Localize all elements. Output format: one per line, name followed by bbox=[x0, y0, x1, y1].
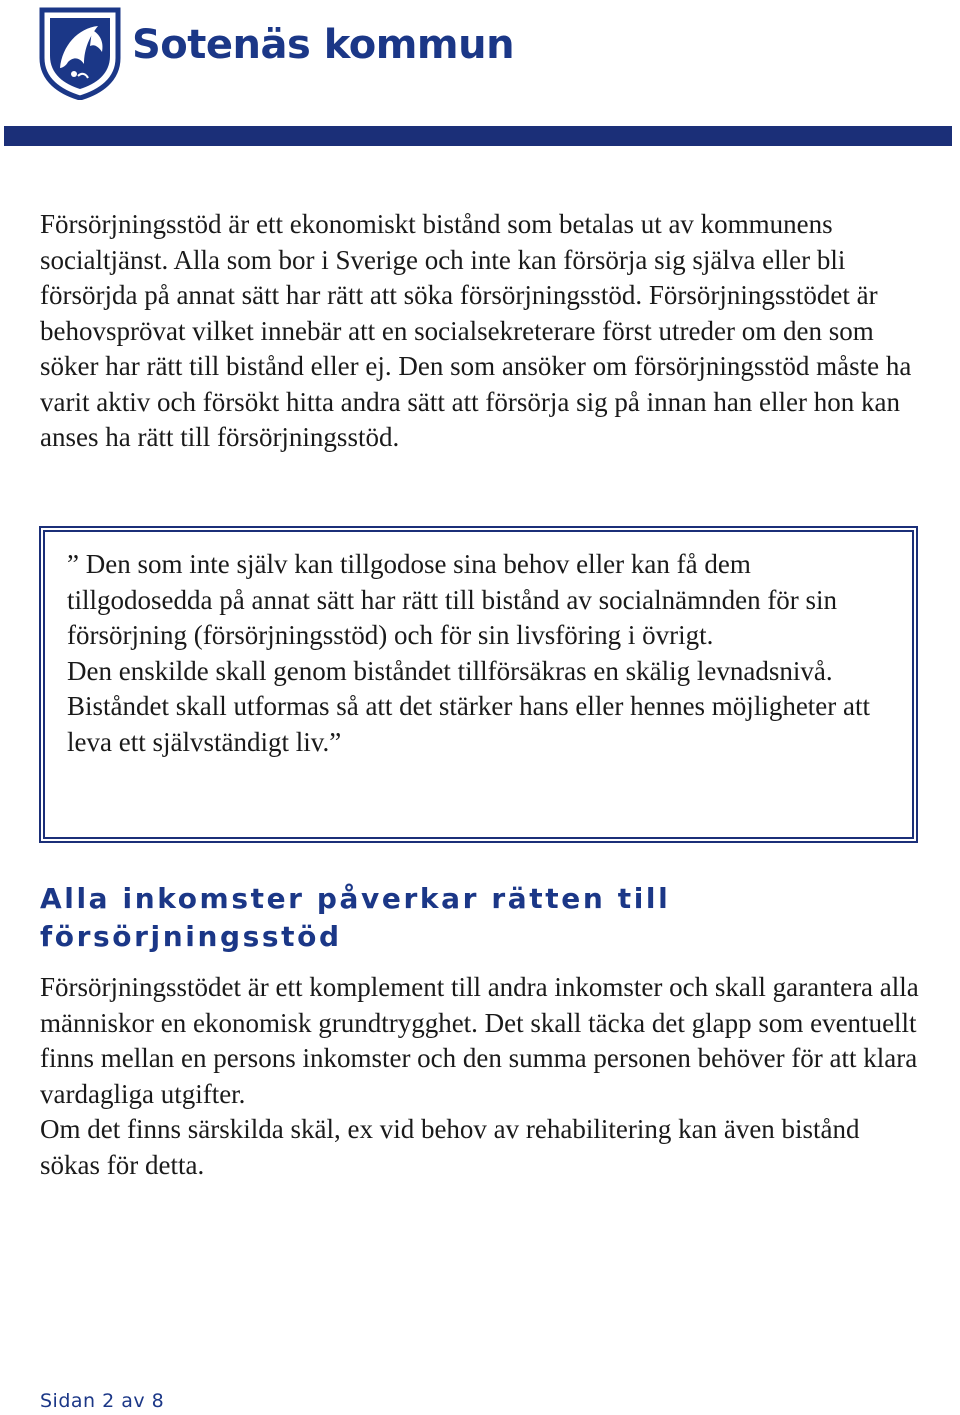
header-bar bbox=[4, 126, 952, 146]
section-paragraph-2: Om det finns särskilda skäl, ex vid behov av rehabilitering kan även bistånd sökas för detta. bbox=[40, 1114, 860, 1180]
page-header bbox=[0, 0, 960, 110]
brand-name: Sotenäs kommun bbox=[132, 22, 515, 68]
section-heading: Alla inkomster påverkar rätten till försörjningsstöd bbox=[40, 882, 671, 953]
section-paragraph-1: Försörjningsstödet är ett komplement till andra inkomster och skall garantera alla människor en ekonomisk grundtrygghet. Det skall täcka det glapp som eventuellt finns mellan en persons inkomster och den summa personen behöver för att klara vardagliga utgifter. bbox=[40, 972, 919, 1109]
section-body bbox=[40, 970, 920, 1183]
quote-line-2: Den enskilde skall genom biståndet tillförsäkras en skälig levnadsnivå. Biståndet skall utformas så att det stärker hans eller hennes möjligheter att leva ett självständigt liv.” bbox=[67, 655, 871, 757]
sotenas-shield-logo-icon bbox=[38, 6, 122, 100]
quote-text bbox=[67, 547, 897, 760]
intro-paragraph: Försörjningsstöd är ett ekonomiskt bistånd som betalas ut av kommunens socialtjänst. Alla som bor i Sverige och inte kan försörja sig själva eller bli försörjda på annat sätt har rätt att söka försörjningsstöd. Försörjningsstödet är behovsprövat vilket innebär att en socialsekreterare först utreder om den som söker har rätt till bistånd eller ej. Den som ansöker om försörjningsstöd måste ha varit aktiv och försökt hitta andra sätt att försörja sig på innan han eller hon kan anses ha rätt till försörjningsstöd. bbox=[40, 209, 912, 452]
quote-line-1: ” Den som inte själv kan tillgodose sina behov eller kan få dem tillgodosedda på annat sätt har rätt till bistånd av socialnämnden för sin försörjning (försörjningsstöd) och för sin livsföring i övrigt. bbox=[67, 549, 838, 650]
quote-box bbox=[39, 526, 918, 843]
page-number: Sidan 2 av 8 bbox=[40, 1390, 165, 1412]
